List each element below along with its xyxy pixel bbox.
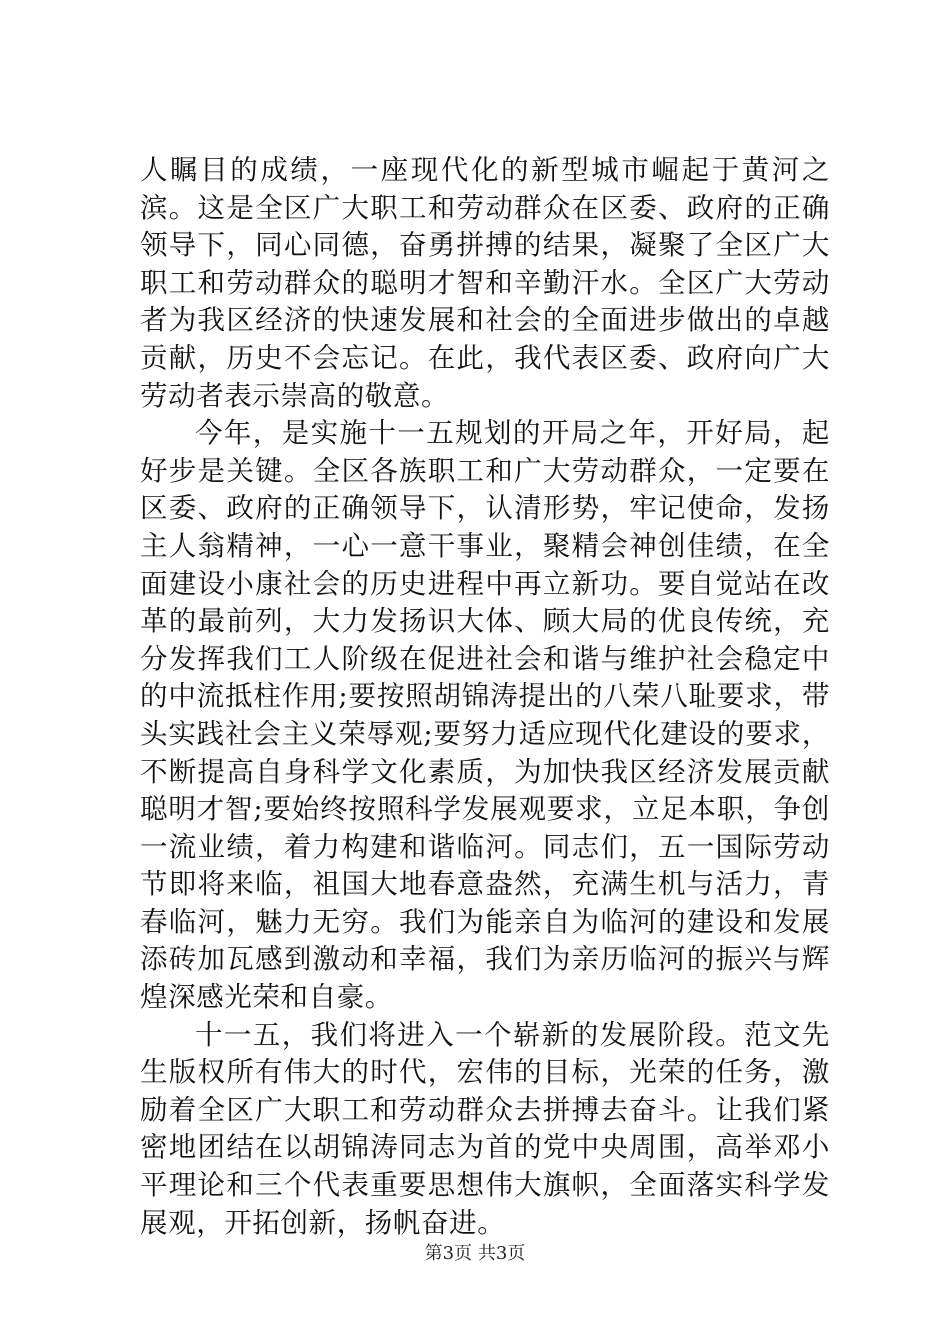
paragraph: 今年，是实施十一五规划的开局之年，开好局，起好步是关键。全区各族职工和广大劳动群众，一定要在区委、政府的正确领导下，认清形势，牢记使命，发扬主人翁精神，一心一意干事业，聚精会神创佳绩，在全面建设小康社会的历史进程中再立新功。要自觉站在改革的最前列，大力发扬识大体、顾大局的优良传统，充分发挥我们工人阶级在促进社会和谐与维护社会稳定中的中流抵柱作用;要按照胡锦涛提出的八荣八耻要求，带头实践社会主义荣辱观;要努力适应现代化建设的要求，不断提高自身科学文化素质，为加快我区经济发展贡献聪明才智;要始终按照科学发展观要求，立足本职，争创一流业绩，着力构建和谐临河。同志们，五一国际劳动节即将来临，祖国大地春意盎然，充满生机与活力，青春临河，魅力无穷。我们为能亲自为临河的建设和发展添砖加瓦感到激动和幸福，我们为亲历临河的振兴与辉煌深感光荣和自豪。 [140, 417, 830, 1014]
page-number-footer: 第3页 共3页 [424, 1243, 526, 1264]
document-body [140, 152, 830, 1242]
paragraph-continued: 人瞩目的成绩，一座现代化的新型城市崛起于黄河之滨。这是全区广大职工和劳动群众在区委、政府的正确领导下，同心同德，奋勇拼搏的结果，凝聚了全区广大职工和劳动群众的聪明才智和辛勤汗水。全区广大劳动者为我区经济的快速发展和社会的全面进步做出的卓越贡献，历史不会忘记。在此，我代表区委、政府向广大劳动者表示崇高的敬意。 [140, 154, 830, 412]
paragraph: 十一五，我们将进入一个崭新的发展阶段。范文先生版权所有伟大的时代，宏伟的目标，光荣的任务，激励着全区广大职工和劳动群众去拼搏去奋斗。让我们紧密地团结在以胡锦涛同志为首的党中央周围，高举邓小平理论和三个代表重要思想伟大旗帜，全面落实科学发展观，开拓创新，扬帆奋进。 [140, 1018, 830, 1239]
